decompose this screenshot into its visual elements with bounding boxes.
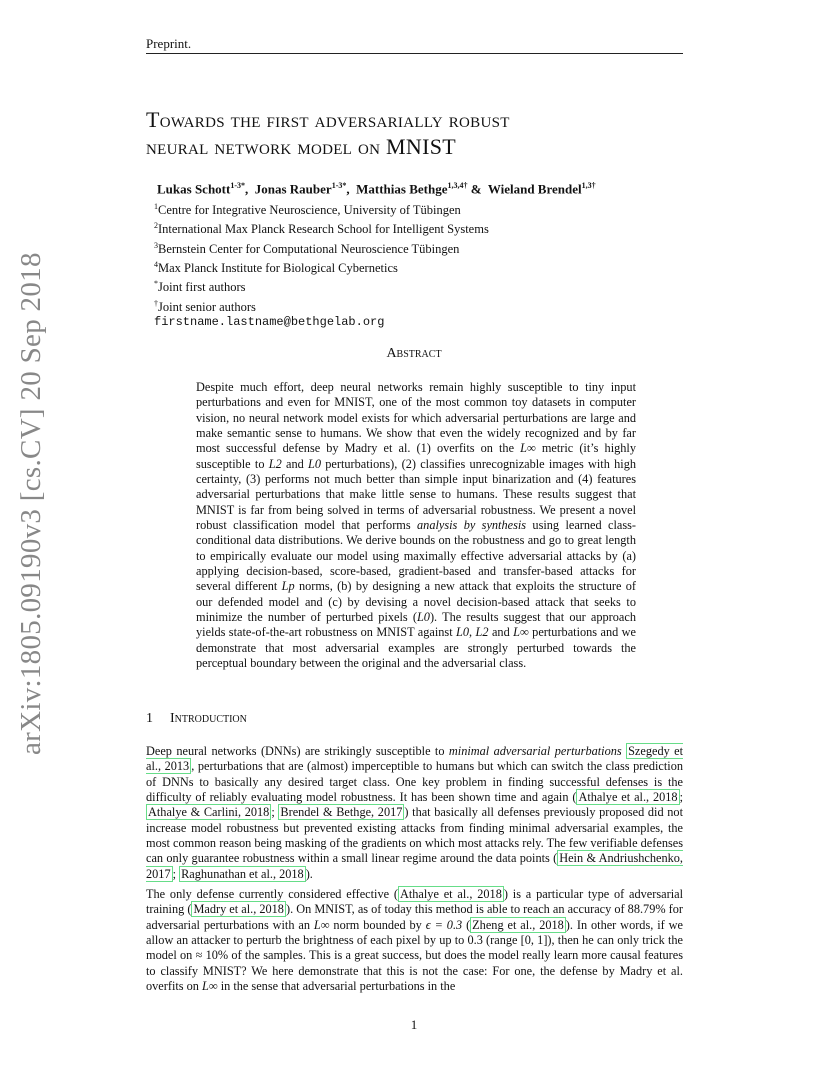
arxiv-identifier-stamp[interactable]: arXiv:1805.09190v3 [cs.CV] 20 Sep 2018 bbox=[15, 252, 47, 755]
affiliation bbox=[154, 199, 489, 218]
abstract-text: perturbations), (2) classifies unrecognizable images with high certainty, (3) performs not much better than simple input binarization and (4) features adversarial perturbations that make little sense to humans. These results suggest that MNIST is far from being solved in terms of adversarial robustness. We present a novel robust classification model that performs bbox=[196, 456, 636, 532]
author-separator: , bbox=[346, 181, 350, 197]
math-inline: [0, 1] bbox=[520, 932, 548, 947]
paragraph-text: ). In other words, if we allow an attacker to perturb the brightness of each pixel by up to bbox=[146, 917, 683, 947]
citation-link[interactable]: Zheng et al., 2018 bbox=[472, 917, 564, 932]
affiliation-text: Centre for Integrative Neuroscience, University of Tübingen bbox=[158, 203, 461, 218]
emphasis: analysis by synthesis bbox=[417, 517, 527, 532]
affiliation-text: Max Planck Institute for Biological Cybernetics bbox=[158, 261, 398, 276]
citation-link[interactable]: Madry et al., 2018 bbox=[193, 902, 284, 917]
citation-link[interactable]: Hein & Andriushchenko, 2017 bbox=[146, 851, 683, 881]
intro-paragraph-1: Deep neural networks (DNNs) are strikingly susceptible to minimal adversarial perturbations Szegedy et al., 2013 , perturbations that are (almost) imperceptible to humans but which can switch the class prediction of DNNs to basically any desired target class. One key problem in finding successful defenses is the difficulty of reliably evaluating model robustness. It has been shown time and again ( Athalye et al., 2018 ; Athalye & Carlini, 2018 ; Brendel & Bethge, 2017 ) that basically all defenses previously proposed did not increase model robustness but prevented existing attacks from finding minimal adversarial examples, the most common reason being masking of the gradients on which most attacks rely. The few verifiable defenses can only guarantee robustness within a small linear regime around the data points ( Hein & Andriushchenko, 2017 ; Raghunathan et al., 2018 ). bbox=[146, 744, 684, 881]
math-inline: 88.79% bbox=[627, 902, 666, 917]
math-inline: L2 bbox=[475, 625, 489, 640]
author-separator: & bbox=[470, 181, 482, 197]
abstract-text: ). The results suggest that our approach yields state-of-the-art robustness on MNIST against bbox=[196, 609, 636, 640]
paragraph-text: norm bounded by bbox=[329, 917, 426, 932]
paragraph-text: ) is a particular type of adversarial training ( bbox=[146, 887, 683, 917]
math-inline: ϵ = 0.3 bbox=[425, 917, 463, 932]
citation-link[interactable]: Brendel & Bethge, 2017 bbox=[280, 805, 403, 820]
paragraph-text: ), then he can only trick the model on bbox=[146, 932, 683, 963]
affiliation bbox=[154, 218, 489, 237]
author-affil-marker: 1-3* bbox=[230, 181, 245, 190]
math-inline: L0 bbox=[308, 456, 322, 471]
affiliation bbox=[154, 276, 489, 295]
abstract-body bbox=[196, 380, 636, 671]
section-heading bbox=[146, 711, 247, 727]
affiliation-marker: 1 bbox=[154, 202, 158, 211]
paper-title bbox=[146, 106, 510, 160]
paragraph-text: ). On MNIST, as of today this method is able to reach an accuracy of bbox=[285, 902, 628, 917]
author-separator: , bbox=[245, 181, 249, 197]
abstract-text: Despite much effort, deep neural networks remain highly susceptible to tiny input perturbations and even for MNIST, one of the most common toy datasets in computer vision, no neural network model exists for which adversarial perturbations are large and make semantic sense to humans. We show that even the widely recognized and by far most successful defense by Madry et al. (1) overfits on the bbox=[196, 380, 636, 456]
paragraph-text: The only defense currently considered effective ( bbox=[146, 887, 398, 901]
affiliation bbox=[154, 238, 489, 257]
author-affil-marker: 1,3,4† bbox=[447, 181, 468, 190]
citation-link[interactable]: Szegedy et al., 2013 bbox=[146, 744, 684, 774]
math-inline: L∞ bbox=[202, 978, 218, 993]
author-name: Jonas Rauber bbox=[254, 181, 332, 197]
affiliation-marker: 4 bbox=[154, 260, 158, 270]
affiliations bbox=[154, 199, 489, 330]
math-inline: Lp bbox=[281, 579, 295, 594]
abstract-text: perturbations and we demonstrate that most adversarial examples are strongly perturbed towards the perceptual boundary between the original and the adversarial class. bbox=[196, 625, 637, 670]
affiliation bbox=[154, 296, 489, 315]
affiliation bbox=[154, 257, 489, 276]
running-header: Preprint. bbox=[146, 36, 192, 51]
math-inline: L∞ bbox=[513, 625, 529, 640]
math-inline: 0.3 bbox=[467, 932, 483, 947]
title-mnist: MNIST bbox=[386, 134, 456, 159]
math-inline: L0 bbox=[416, 609, 430, 624]
affiliation-text: International Max Planck Research School for Intelligent Systems bbox=[158, 222, 489, 237]
abstract-text: , bbox=[469, 625, 476, 640]
intro-paragraph-2 bbox=[146, 887, 683, 994]
author-email: firstname.lastname@bethgelab.org bbox=[154, 315, 385, 330]
citation-link[interactable]: Raghunathan et al., 2018 bbox=[181, 866, 304, 881]
paragraph-text: ( bbox=[462, 917, 471, 932]
paragraph-text: (range bbox=[482, 932, 521, 947]
paragraph-text: for adversarial perturbations with an bbox=[146, 902, 684, 932]
emphasis: minimal adversarial perturbations bbox=[448, 744, 622, 758]
citation-link[interactable]: Athalye et al., 2018 bbox=[578, 789, 678, 804]
author-name: Wieland Brendel bbox=[487, 181, 582, 197]
abstract-heading: Abstract bbox=[386, 346, 442, 361]
author-affil-marker: 1,3† bbox=[581, 181, 596, 190]
abstract-text: using learned class-conditional data distributions. We derive bounds on the robustness and go to great length to empirically evaluate our model using maximally effective adversarial attacks by (a) applying decision-based, score-based, gradient-based and transfer-based attacks for several different bbox=[196, 517, 636, 594]
abstract-text: metric (it’s highly susceptible to bbox=[196, 441, 636, 471]
affiliation-text: Bernstein Center for Computational Neuroscience Tübingen bbox=[158, 241, 460, 256]
math-inline: ≈ 10% bbox=[195, 948, 229, 963]
paragraph-text: , perturbations that are (almost) imperceptible to humans but which can switch the class prediction of DNNs to basically any desired target class. One key problem in finding successful defenses is the difficulty of reliably evaluating model robustness. It has been shown time and again ( bbox=[146, 759, 683, 804]
paragraph-text: of the samples. This is a great success, but does the model really learn more causal features to classify MNIST? We here demonstrate that this is not the case: For one, the defense by Madry et al. overfits on bbox=[146, 948, 683, 993]
title-line-2-text: neural network model on bbox=[146, 134, 387, 159]
title-line-1: Towards the first adversarially robust bbox=[146, 107, 510, 132]
abstract-text: and bbox=[281, 456, 309, 471]
affiliation-marker: 2 bbox=[154, 221, 158, 231]
author-name: Lukas Schott bbox=[157, 181, 231, 197]
paragraph-text: ). bbox=[305, 866, 313, 881]
title-line-2 bbox=[146, 133, 510, 160]
paragraph-text: Deep neural networks (DNNs) are strikingly susceptible to bbox=[146, 744, 449, 758]
header-rule bbox=[146, 53, 683, 54]
math-inline: L0 bbox=[456, 625, 470, 640]
affiliation-marker: † bbox=[154, 298, 158, 308]
citation-link[interactable]: Athalye & Carlini, 2018 bbox=[148, 805, 270, 820]
section-title: Introduction bbox=[170, 711, 247, 726]
section-number: 1 bbox=[146, 711, 153, 726]
author-affil-marker: 1-3* bbox=[331, 181, 347, 190]
math-inline: L2 bbox=[268, 456, 282, 471]
math-inline: L∞ bbox=[520, 441, 536, 456]
author-name: Matthias Bethge bbox=[356, 181, 448, 197]
affiliation-text: Joint senior authors bbox=[158, 299, 256, 314]
page-number: 1 bbox=[410, 1017, 418, 1032]
citation-link[interactable]: Athalye et al., 2018 bbox=[399, 887, 502, 901]
paragraph-text: ) that basically all defenses previously proposed did not increase model robustness but prevented existing attacks from finding minimal adversarial examples, the most common reason being masking of the gradients on which most attacks rely. The few verifiable defenses can only guarantee robustness within a small linear regime around the data points ( bbox=[146, 805, 683, 866]
affiliation-marker: 3 bbox=[154, 240, 158, 250]
paragraph-text: in the sense that adversarial perturbations in the bbox=[217, 978, 456, 993]
math-inline: L∞ bbox=[313, 917, 330, 932]
abstract-text: and bbox=[488, 625, 514, 640]
affiliation-marker: * bbox=[154, 279, 158, 289]
affiliation-text: Joint first authors bbox=[158, 280, 246, 295]
abstract-text: norms, (b) by designing a new attack that exploits the structure of our defended model and (c) by devising a novel decision-based attack that seeks to minimize the number of perturbed pixels ( bbox=[196, 579, 636, 624]
author-list bbox=[157, 181, 596, 197]
